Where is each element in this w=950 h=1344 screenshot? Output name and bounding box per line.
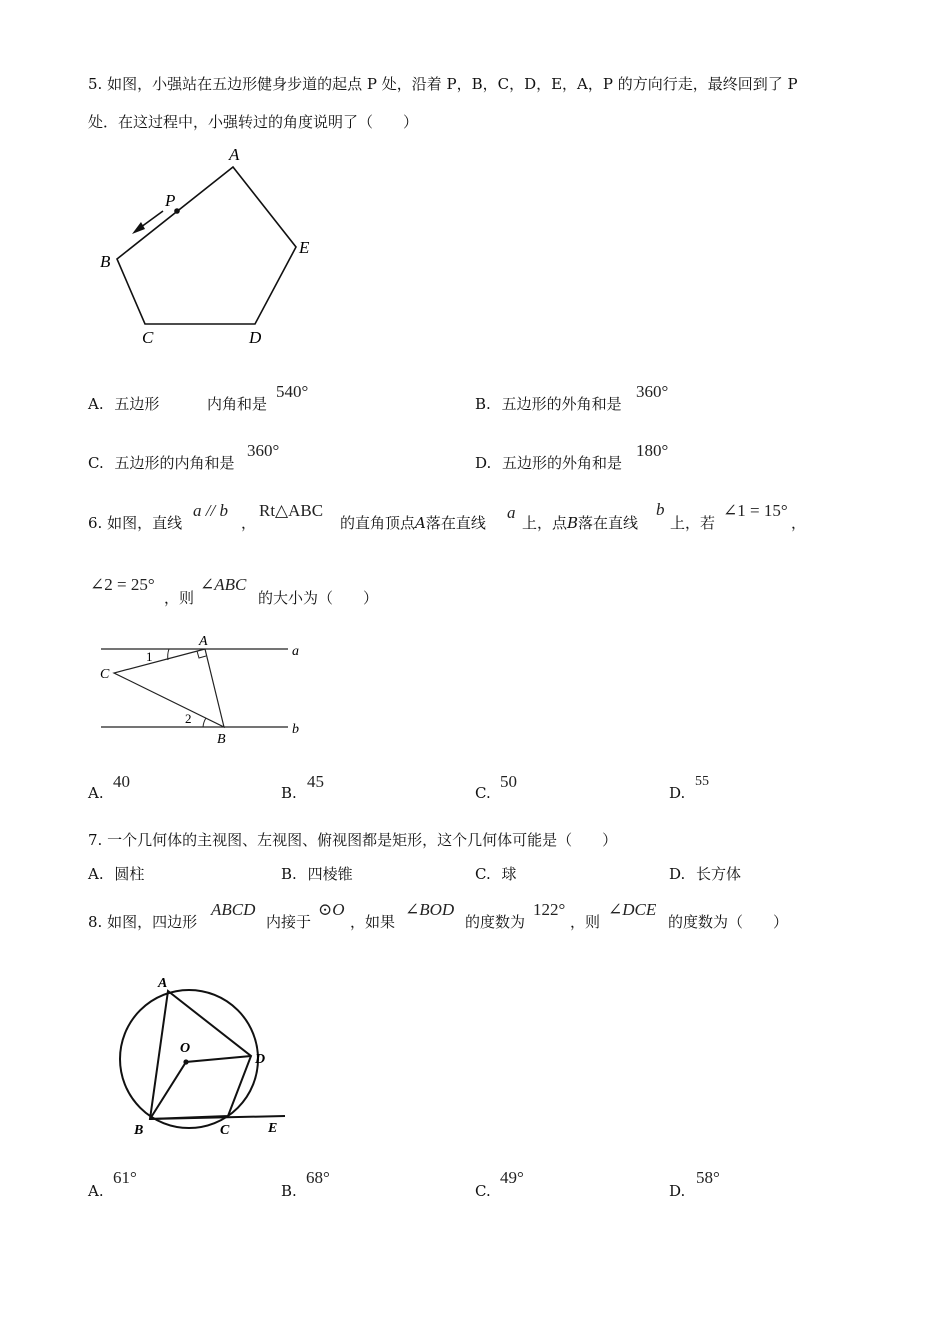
q7-text-line [88,833,617,848]
q7-option-a-text: 圆柱 [114,865,145,883]
q8-option-a-label[interactable]: A. [88,1182,104,1200]
q6-option-a-label[interactable]: A. [88,784,104,802]
q8-option-b-math: 68° [306,1168,330,1187]
q5-option-a-text2: 内角和是 [207,395,268,413]
q5-option-a-math: 540° [276,382,309,401]
q6-math-angle2: ∠2 = 25° [90,575,155,594]
fig8-label-c: C [220,1123,230,1138]
right-angle-mark [197,651,206,658]
q8-math-abcd: ABCD [211,900,256,919]
q6-math-a: a [507,503,516,522]
q5-option-b-text: 五边形的外角和是 [501,395,622,413]
fig8-label-e: E [268,1121,278,1136]
q6-option-b-label[interactable]: B. [281,784,297,802]
q6-point-b: B [567,514,579,532]
q6-math-b: b [656,500,665,519]
q7-option-d[interactable] [669,867,741,882]
q5-option-c-text: 五边形的内角和是 [114,454,235,472]
label-a: A [229,145,240,164]
fig8-label-o: O [180,1041,191,1056]
fig6-label-b: B [217,732,226,747]
fig6-label-line-b: b [292,722,299,737]
q8-option-a-math: 61° [113,1168,137,1187]
q5-number: 5. [88,75,103,93]
q5-option-d-text: 五边形的外角和是 [502,454,623,472]
q6-option-a-math: 40 [113,772,130,791]
q6-option-d-math: 55 [695,774,709,789]
fig6-label-a: A [199,634,208,649]
q6-option-c-math: 50 [500,772,517,791]
label-d: D [249,328,262,347]
q6-math-angle1: ∠1 = 15° [723,501,788,520]
fig6-label-c: C [100,667,110,682]
q8-option-d-label[interactable]: D. [669,1182,686,1200]
q5-text-line2: 处．在这过程中，小强转过的角度说明了（ ） [88,113,419,131]
q7-option-b[interactable] [281,867,353,882]
circle-o [120,990,258,1128]
q6-text-4: 落在直线 [425,514,486,532]
q8-text-1: 如图，四边形 [107,913,198,931]
fig8-label-b: B [134,1123,144,1138]
q5-option-c-label: C. [88,454,104,472]
q7-option-b-text: 四棱锥 [307,865,353,883]
q5-option-d-label: D. [475,454,492,472]
q8-option-b-label[interactable]: B. [281,1182,297,1200]
q6-math-angle-abc: ∠ABC [200,575,247,594]
q6-option-d-label[interactable]: D. [669,784,686,802]
q5-option-a-text1: 五边形 [114,395,160,413]
label-p: P [165,191,176,210]
q6-text-9: ，则 [164,589,195,607]
q5-option-b[interactable] [475,397,622,412]
q6-math-rt-triangle: Rt△ABC [259,501,324,520]
q7-option-c-label: C. [475,865,491,883]
q6-number: 6. [88,514,103,532]
q8-option-c-math: 49° [500,1168,524,1187]
q7-option-a-label: A. [88,865,104,883]
q7-option-d-text: 长方体 [696,865,742,883]
q8-text-6: 的度数为（ ） [668,913,789,931]
parallel-lines-figure [95,630,315,750]
q8-text-3: ，如果 [350,913,396,931]
q6-option-c-label[interactable]: C. [475,784,491,802]
q6-text-7: 上，若 [670,514,716,532]
q6-number-text [88,516,182,531]
q7-text: 一个几何体的主视图、左视图、俯视图都是矩形，这个几何体可能是（ ） [107,831,618,849]
q6-text-2: ， [241,514,257,532]
q8-text-4: 的度数为 [465,913,526,931]
pentagon-figure [85,140,335,355]
q8-number: 8. [88,913,103,931]
label-c: C [142,328,154,347]
q7-option-a[interactable] [88,867,144,882]
q5-option-d-math: 180° [636,441,669,460]
fig6-label-line-a: a [292,644,299,659]
q5-option-d[interactable] [475,456,622,471]
quadrilateral-abcd [150,991,251,1119]
q5-option-b-label: B. [475,395,491,413]
q8-option-c-label[interactable]: C. [475,1182,491,1200]
q5-option-a-label: A. [88,395,104,413]
q8-option-d-math: 58° [696,1168,720,1187]
q6-math-a-parallel-b: a // b [193,501,228,520]
q8-math-angle-dce: ∠DCE [608,900,657,919]
q8-number-text [88,915,197,930]
q5-text-line1: 如图，小强站在五边形健身步道的起点 P 处，沿着 P，B，C，D，E，A，P 的方向行走，最终回到了 P [107,75,798,93]
fig6-label-angle1: 1 [146,649,153,664]
q7-option-c-text: 球 [501,865,517,883]
label-b: B [100,252,111,271]
q7-number: 7. [88,831,103,849]
q5-option-b-math: 360° [636,382,669,401]
q5-line1 [88,77,798,92]
q6-text-6: 落在直线 [578,514,639,532]
q6-text-5 [522,516,638,531]
fig6-label-angle2: 2 [185,711,192,726]
q8-math-122: 122° [533,900,566,919]
q7-option-d-label: D. [669,865,686,883]
q7-option-c[interactable] [475,867,517,882]
fig8-label-a: A [158,976,168,991]
center-o-dot [183,1059,188,1064]
fig8-label-d: D [255,1052,266,1067]
q5-option-c[interactable] [88,456,235,471]
q5-option-a[interactable] [88,397,159,412]
triangle-abc [114,649,224,727]
q8-text-5: ，则 [570,913,601,931]
q8-math-circle-o: ⊙O [318,900,345,919]
circle-figure [110,970,300,1140]
q6-text-3 [340,516,486,531]
q6-point-a: A [415,514,426,532]
q7-option-b-label: B. [281,865,297,883]
arrow-head-icon [132,222,145,234]
angle-2-arc [203,718,206,727]
q6-text-5a: 上，点 [522,514,568,532]
q8-text-2: 内接于 [266,913,312,931]
label-e: E [299,238,310,257]
q6-text-3a: 的直角顶点 [340,514,416,532]
q8-math-angle-bod: ∠BOD [405,900,455,919]
q6-text-8: ， [791,514,807,532]
q6-text-1: 如图，直线 [107,514,183,532]
q6-option-b-math: 45 [307,772,324,791]
q6-text-10: 的大小为（ ） [258,589,379,607]
pentagon-shape [117,167,296,324]
q5-option-c-math: 360° [247,441,280,460]
